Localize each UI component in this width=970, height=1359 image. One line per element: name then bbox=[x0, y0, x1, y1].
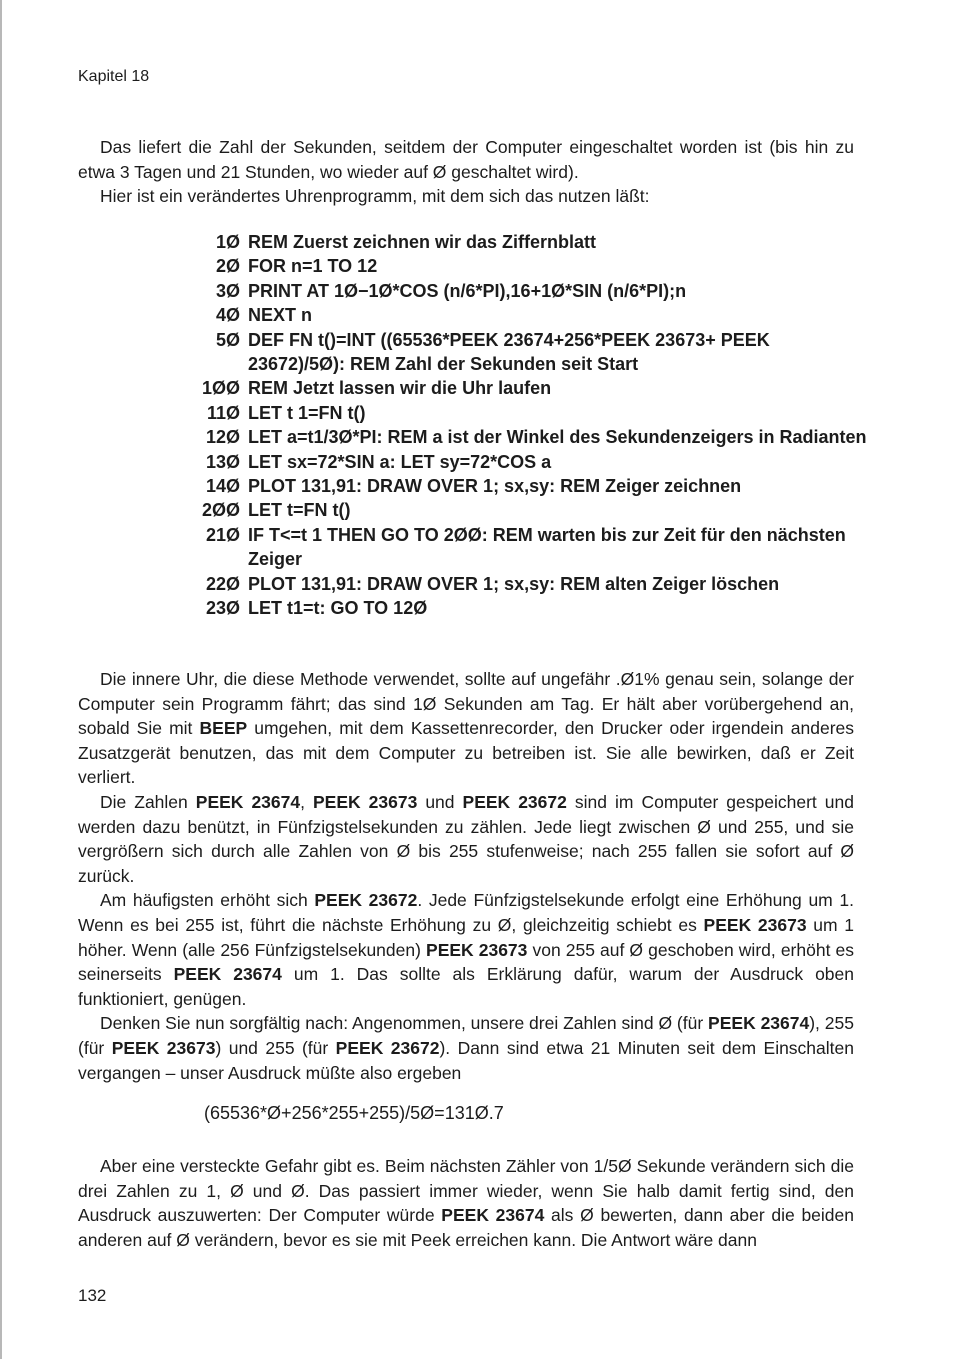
line-number: 22Ø bbox=[205, 573, 240, 594]
line-number: 2Ø bbox=[215, 256, 240, 277]
intro-text bbox=[78, 135, 854, 209]
paragraph: Am häufigsten erhöht sich PEEK 23672. Jede Fünfzigstelsekunde erfolgt eine Erhöhung um 1. Wenn es bei 255 ist, führt die nächste Erhöhung zu Ø, gleichzeitig schiebt es PEEK 23673 um 1 höher. Wenn (alle 256 Fünfzigstelsekunden) PEEK 23673 von 255 auf Ø geschoben wird, erhöht es seinerseits PEEK 23674 um 1. Das sollte als Erklärung dafür, warum der Ausdruck oben funktioniert, genügen. bbox=[78, 890, 854, 1009]
line-number: 2ØØ bbox=[201, 500, 240, 521]
line-number: 11Ø bbox=[206, 402, 240, 423]
code-line bbox=[190, 474, 868, 498]
code-text: PLOT 131,91: DRAW OVER 1; sx,sy: REM alten Zeiger löschen bbox=[248, 573, 780, 594]
code-line bbox=[190, 401, 868, 425]
code-line bbox=[190, 523, 868, 572]
code-text: IF T<=t 1 THEN GO TO 2ØØ: REM warten bis zur Zeit für den nächsten Zeiger bbox=[248, 524, 846, 570]
code-line bbox=[190, 425, 868, 449]
line-number: 23Ø bbox=[205, 598, 240, 619]
basic-listing bbox=[190, 230, 868, 621]
explanation-text bbox=[78, 667, 854, 1085]
page-edge bbox=[0, 0, 2, 1359]
code-text: PLOT 131,91: DRAW OVER 1; sx,sy: REM Zeiger zeichnen bbox=[248, 476, 742, 497]
line-number: 5Ø bbox=[215, 329, 240, 350]
code-text: LET a=t1/3Ø*PI: REM a ist der Winkel des Sekundenzeigers in Radianten bbox=[248, 427, 867, 448]
paragraph: Denken Sie nun sorgfältig nach: Angenommen, unsere drei Zahlen sind Ø (für PEEK 23674), 255 (für PEEK 23673) und 255 (für PEEK 23672). Dann sind etwa 21 Minuten seit dem Einschalten vergangen – unser Ausdruck müßte also ergeben bbox=[78, 1013, 854, 1083]
code-line bbox=[190, 279, 868, 303]
line-number: 1ØØ bbox=[201, 378, 240, 399]
paragraph: Hier ist ein verändertes Uhrenprogramm, mit dem sich das nutzen läßt: bbox=[100, 186, 650, 207]
code-line bbox=[190, 376, 868, 400]
line-number: 21Ø bbox=[205, 524, 240, 545]
code-line bbox=[190, 450, 868, 474]
page-number: 132 bbox=[78, 1286, 107, 1305]
code-text: LET t 1=FN t() bbox=[248, 402, 366, 423]
closing-text bbox=[78, 1154, 854, 1252]
code-line bbox=[190, 596, 868, 620]
code-line bbox=[190, 254, 868, 278]
paragraph: Das liefert die Zahl der Sekunden, seitdem der Computer eingeschaltet worden ist (bis hin zu etwa 3 Tagen und 21 Stunden, wo wieder auf Ø geschaltet wird). bbox=[78, 137, 854, 182]
code-line bbox=[190, 230, 868, 254]
line-number: 4Ø bbox=[215, 305, 240, 326]
running-head: Kapitel 18 bbox=[78, 68, 150, 85]
code-line bbox=[190, 498, 868, 522]
line-number: 1Ø bbox=[215, 232, 240, 252]
code-text: LET t1=t: GO TO 12Ø bbox=[248, 598, 428, 619]
code-text: LET sx=72*SIN a: LET sy=72*COS a bbox=[248, 451, 552, 472]
line-number: 3Ø bbox=[215, 280, 240, 301]
code-line bbox=[190, 328, 868, 377]
code-text: NEXT n bbox=[248, 305, 313, 326]
line-number: 14Ø bbox=[205, 476, 240, 497]
code-line bbox=[190, 572, 868, 596]
line-number: 13Ø bbox=[205, 451, 240, 472]
line-number: 12Ø bbox=[205, 427, 240, 448]
code-line bbox=[190, 303, 868, 327]
code-text: REM Jetzt lassen wir die Uhr laufen bbox=[248, 378, 552, 399]
code-text: FOR n=1 TO 12 bbox=[248, 256, 378, 277]
formula: (65536*Ø+256*255+255)/5Ø=131Ø.7 bbox=[204, 1103, 504, 1123]
paragraph: Die Zahlen PEEK 23674, PEEK 23673 und PEEK 23672 sind im Computer gespeichert und werden dazu benützt, in Fünfzigstelsekunden zu zählen. Jede liegt zwischen Ø und 255, und sie vergrößern sich durch alle Zahlen von Ø bis 255 stufenweise; nach 255 fallen sie sofort auf Ø zurück. bbox=[78, 791, 854, 886]
code-text: REM Zuerst zeichnen wir das Ziffernblatt bbox=[248, 232, 597, 252]
paragraph: Die innere Uhr, die diese Methode verwendet, sollte auf ungefähr .Ø1% genau sein, solange der Computer sein Programm fährt; das sind 1Ø Sekunden am Tag. Er hält aber vorübergehend an, sobald Sie mit BEEP umgehen, mit dem Kassettenrecorder, den Drucker oder irgendein anderes Zusatzgerät benutzen, das mit dem Computer zu betreiben ist. Sie alle bewirken, daß er Zeit verliert. bbox=[78, 669, 855, 788]
code-text: LET t=FN t() bbox=[248, 500, 351, 521]
paragraph: Aber eine versteckte Gefahr gibt es. Beim nächsten Zähler von 1/5Ø Sekunde verändern sich die drei Zahlen zu 1, Ø und Ø. Das passiert immer wieder, wenn Sie halb damit fertig sind, den Ausdruck auszuwerten: Der Computer würde PEEK 23674 als Ø bewerten, dann aber die beiden anderen auf Ø verändern, bevor es sie mit Peek erreichen kann. Die Antwort wäre dann bbox=[78, 1156, 854, 1250]
code-text: PRINT AT 1Ø−1Ø*COS (n/6*PI),16+1Ø*SIN (n/6*PI);n bbox=[248, 280, 687, 301]
code-text: DEF FN t()=INT ((65536*PEEK 23674+256*PEEK 23673+ PEEK 23672)/5Ø): REM Zahl der Sekunden seit Start bbox=[248, 329, 770, 375]
